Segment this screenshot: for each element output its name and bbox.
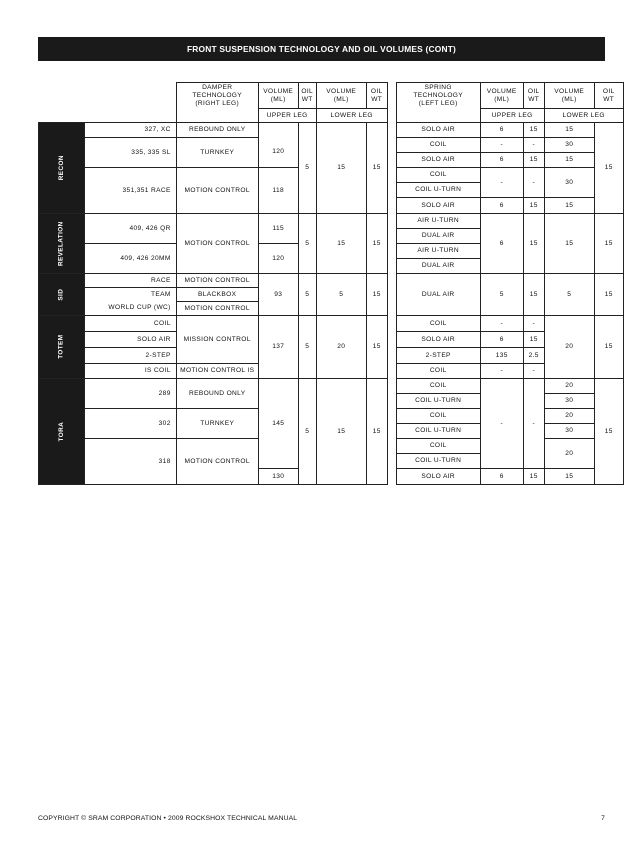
spring-cell: SOLO AIR [396,123,480,138]
table-row: DUAL AIR [39,229,624,244]
damper-lower-volume-header: VOLUME (ML) [316,83,366,109]
damper-lower-wt-header: OIL WT [366,83,387,109]
spring-upper-wt-header: OIL WT [523,83,544,109]
lower-vol-cell: 15 [316,123,366,214]
model-cell: 335, 335 SL [84,138,176,168]
spring-upper-leg-header: UPPER LEG [480,109,544,123]
damper-lower-leg-header: LOWER LEG [316,109,387,123]
table-row: 302 TURNKEY COIL 20 [39,409,624,424]
damper-upper-leg-header: UPPER LEG [258,109,316,123]
spring-lower-wt-header: OIL WT [594,83,623,109]
table-row: DUAL AIR [39,259,624,274]
spring-tech-header: SPRING TECHNOLOGY (LEFT LEG) [396,83,480,109]
damper-upper-volume-header: VOLUME (ML) [258,83,298,109]
table-row: 409, 426 20MM 120 AIR U-TURN [39,244,624,259]
page-title: FRONT SUSPENSION TECHNOLOGY AND OIL VOLUMES (CONT) [38,37,605,61]
spring-upper-volume-header: VOLUME (ML) [480,83,523,109]
damper-cell: TURNKEY [176,138,258,168]
brand-recon: RECON [39,123,85,214]
table-row: COIL U-TURN 30 [39,394,624,409]
table-row: 335, 335 SL TURNKEY 120 COIL - - 30 [39,138,624,153]
upper-vol-cell: 120 [258,138,298,168]
model-cell: 327, XC [84,123,176,138]
brand-totem: TOTEM [39,316,85,379]
table-row: SOLO AIR 6 15 15 [39,198,624,214]
table-row: SOLO AIR 6 15 15 [39,153,624,168]
oil-volume-table [38,82,624,485]
upper-vol-cell: 120 [258,244,298,274]
spring-lower-leg-header: LOWER LEG [544,109,623,123]
page-number: 7 [601,815,605,822]
upper-vol-cell: 118 [258,168,298,214]
damper-tech-header: DAMPER TECHNOLOGY (RIGHT LEG) [176,83,258,109]
table-row: TORA 289 REBOUND ONLY 145 5 15 15 COIL - - 20 15 [39,379,624,394]
model-cell: 409, 426 20MM [84,244,176,274]
table-row: RECON 327, XC REBOUND ONLY 5 15 15 SOLO AIR 6 15 15 15 [39,123,624,138]
damper-cell: REBOUND ONLY [176,123,258,138]
copyright-footer: COPYRIGHT © SRAM CORPORATION • 2009 ROCKSHOX TECHNICAL MANUAL [38,815,298,822]
table-row: COIL U-TURN [39,183,624,198]
table-row: 2-STEP 2-STEP 135 2.5 [39,348,624,364]
table-row: 351,351 RACE MOTION CONTROL 118 COIL - - 30 [39,168,624,183]
oil-volume-table-wrapper [38,82,624,485]
upper-wt-cell: 5 [298,123,316,214]
table-row: REVELATION 409, 426 QR MOTION CONTROL 115 5 15 15 AIR U-TURN 6 15 15 15 [39,214,624,229]
damper-cell: MOTION CONTROL [176,214,258,274]
damper-cell: MOTION CONTROL [176,168,258,214]
spring-lower-volume-header: VOLUME (ML) [544,83,594,109]
spring-lower-wt-cell: 15 [594,123,623,214]
model-cell: 409, 426 QR [84,214,176,244]
table-row: SID RACE MOTION CONTROL 93 5 5 15 DUAL AIR 5 15 5 15 [39,274,624,288]
header-row [39,83,624,109]
brand-tora: TORA [39,379,85,485]
table-row: TOTEM COIL MISSION CONTROL 137 5 20 15 COIL - - 20 15 [39,316,624,332]
upper-vol-cell: 115 [258,214,298,244]
table-row: SOLO AIR SOLO AIR 6 15 [39,332,624,348]
table-row: IS COIL MOTION CONTROL IS COIL - - [39,364,624,379]
table-row: COIL U-TURN [39,454,624,469]
model-cell: 351,351 RACE [84,168,176,214]
brand-revelation: REVELATION [39,214,85,274]
table-row: 130 SOLO AIR 6 15 15 [39,469,624,485]
brand-sid: SID [39,274,85,316]
table-row: 318 MOTION CONTROL COIL 20 [39,439,624,454]
leg-header-row [39,109,624,123]
table-row: TEAM BLACKBOX [39,288,624,302]
lower-wt-cell: 15 [366,123,387,214]
table-row: WORLD CUP (WC) MOTION CONTROL [39,302,624,316]
table-row: COIL U-TURN 30 [39,424,624,439]
damper-upper-wt-header: OIL WT [298,83,316,109]
